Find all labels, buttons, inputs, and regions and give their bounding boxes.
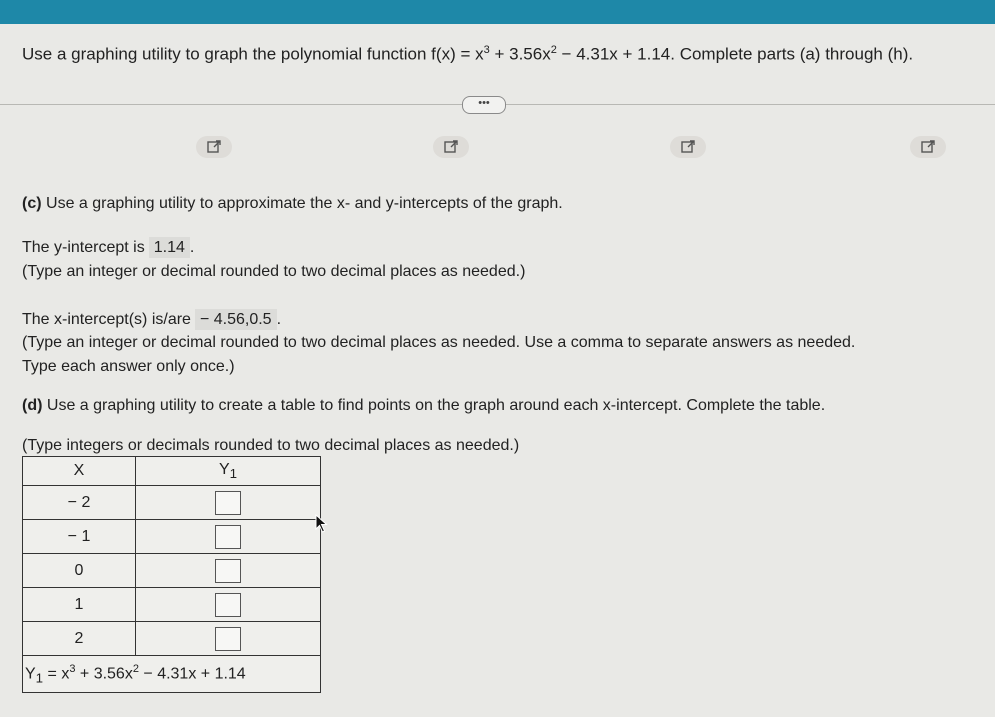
part-c-heading: (c) Use a graphing utility to approximate the x- and y-intercepts of the graph. bbox=[22, 195, 563, 212]
table-row bbox=[23, 486, 321, 520]
col-x-header: X bbox=[23, 457, 136, 486]
more-button[interactable]: ••• bbox=[462, 96, 506, 114]
cursor-arrow-icon bbox=[315, 514, 331, 534]
col-y-header: $Y_1$ bbox=[136, 457, 321, 486]
x-value: 2 bbox=[23, 622, 136, 656]
y-input[interactable] bbox=[215, 593, 241, 617]
table-header-row bbox=[23, 457, 321, 486]
y-input[interactable] bbox=[215, 491, 241, 515]
x-intercepts-hint-2: Type each answer only once.) bbox=[22, 358, 235, 375]
part-d-heading: (d) Use a graphing utility to create a table to find points on the graph around each x-intercept. Complete the table. bbox=[22, 397, 826, 414]
x-intercepts-line: The x-intercept(s) is/are − 4.56,0.5 . bbox=[22, 311, 282, 328]
y-input[interactable] bbox=[215, 559, 241, 583]
open-resource-button-3[interactable] bbox=[670, 136, 706, 158]
x-intercepts-answer[interactable]: − 4.56,0.5 bbox=[195, 309, 277, 330]
open-resource-button-2[interactable] bbox=[433, 136, 469, 158]
table-row bbox=[23, 520, 321, 554]
values-table bbox=[22, 456, 321, 693]
external-link-icon bbox=[920, 139, 936, 155]
y-intercept-hint: (Type an integer or decimal rounded to two decimal places as needed.) bbox=[22, 263, 526, 280]
x-value: 0 bbox=[23, 554, 136, 588]
open-resource-button-1[interactable] bbox=[196, 136, 232, 158]
formula-cell: $Y_1 = x^3 + 3.56x^2 - 4.31x + 1.14$ bbox=[23, 656, 321, 693]
y-input[interactable] bbox=[215, 627, 241, 651]
table-row bbox=[23, 622, 321, 656]
question-text: Use a graphing utility to graph the polynomial function $f(x) = x^3 + 3.56x^2 - 4.31x + 1.14$. Complete parts (a) through (h). bbox=[22, 44, 914, 64]
table-row bbox=[23, 588, 321, 622]
external-link-icon bbox=[206, 139, 222, 155]
table-row bbox=[23, 554, 321, 588]
formula-row bbox=[23, 656, 321, 693]
open-resource-button-4[interactable] bbox=[910, 136, 946, 158]
y-intercept-answer[interactable]: 1.14 bbox=[149, 237, 190, 258]
top-bar bbox=[0, 0, 995, 24]
y-intercept-line: The y-intercept is 1.14 . bbox=[22, 239, 195, 256]
x-value: − 2 bbox=[23, 486, 136, 520]
part-d-hint: (Type integers or decimals rounded to two decimal places as needed.) bbox=[22, 437, 520, 454]
x-intercepts-hint-1: (Type an integer or decimal rounded to two decimal places as needed. Use a comma to separate answers as needed. bbox=[22, 334, 856, 351]
y-input[interactable] bbox=[215, 525, 241, 549]
external-link-icon bbox=[680, 139, 696, 155]
x-value: − 1 bbox=[23, 520, 136, 554]
x-value: 1 bbox=[23, 588, 136, 622]
external-link-icon bbox=[443, 139, 459, 155]
